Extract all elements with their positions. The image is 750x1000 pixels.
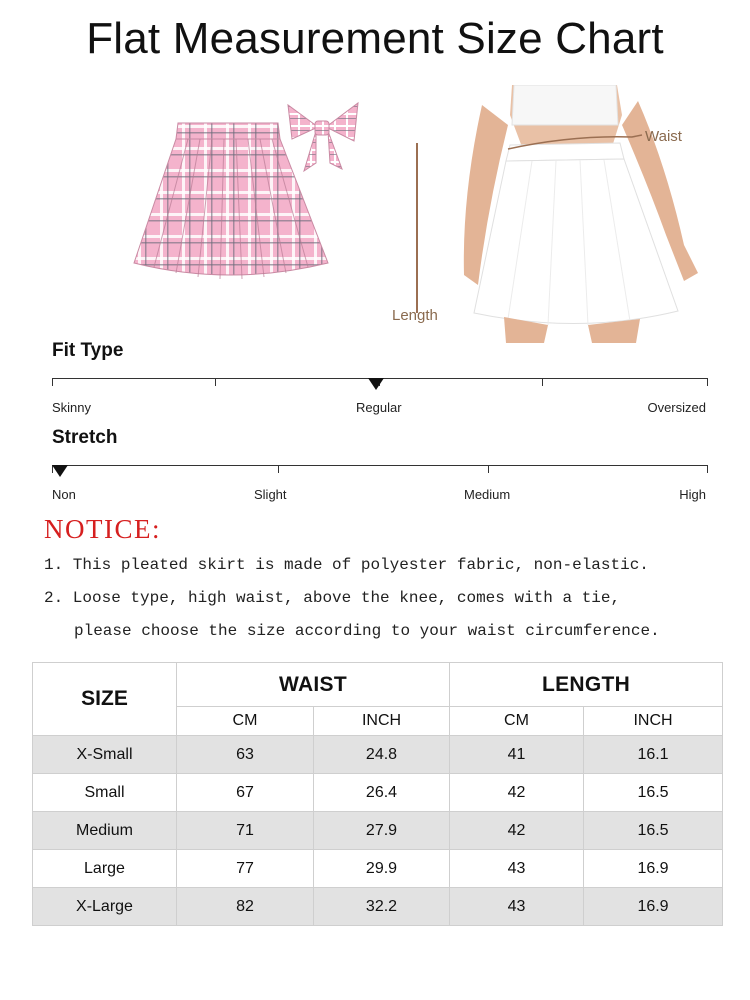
length-cm-cell: 42 xyxy=(450,774,584,812)
fit-type-title: Fit Type xyxy=(52,340,124,361)
length-inch-header: INCH xyxy=(584,707,723,736)
fit-type-tick xyxy=(707,378,708,386)
table-row xyxy=(33,850,723,888)
waist-inch-cell: 27.9 xyxy=(314,812,450,850)
length-cm-header: CM xyxy=(450,707,584,736)
stretch-label-non: Non xyxy=(52,487,76,502)
waist-inch-header: INCH xyxy=(314,707,450,736)
length-inch-cell: 16.5 xyxy=(584,774,723,812)
length-cm-cell: 43 xyxy=(450,888,584,926)
fit-type-tick xyxy=(215,378,216,386)
length-inch-cell: 16.5 xyxy=(584,812,723,850)
stretch-label-high: High xyxy=(679,487,706,502)
page-title: Flat Measurement Size Chart xyxy=(86,14,664,63)
waist-inch-cell: 24.8 xyxy=(314,736,450,774)
size-cell: Large xyxy=(33,850,177,888)
length-inch-cell: 16.9 xyxy=(584,888,723,926)
notice-item-2: 2. Loose type, high waist, above the knee, comes with a tie, xyxy=(44,589,621,607)
waist-cm-cell: 71 xyxy=(177,812,314,850)
waist-cm-cell: 82 xyxy=(177,888,314,926)
waist-header: WAIST xyxy=(177,663,450,707)
length-inch-cell: 16.1 xyxy=(584,736,723,774)
size-cell: X-Small xyxy=(33,736,177,774)
table-row xyxy=(33,774,723,812)
stretch-tick xyxy=(488,465,489,473)
size-table xyxy=(32,662,723,926)
length-cm-cell: 42 xyxy=(450,812,584,850)
fit-type-label-oversized: Oversized xyxy=(647,400,706,415)
waist-inch-cell: 29.9 xyxy=(314,850,450,888)
size-cell: Small xyxy=(33,774,177,812)
waist-cm-header: CM xyxy=(177,707,314,736)
table-row xyxy=(33,888,723,926)
length-measure-line xyxy=(416,143,418,313)
stretch-label-slight: Slight xyxy=(254,487,287,502)
fit-type-tick xyxy=(542,378,543,386)
size-cell: X-Large xyxy=(33,888,177,926)
product-images xyxy=(0,85,750,345)
waist-cm-cell: 67 xyxy=(177,774,314,812)
stretch-title: Stretch xyxy=(52,427,118,448)
waist-label: Waist xyxy=(645,128,682,145)
fit-type-marker-icon xyxy=(368,378,384,390)
waist-cm-cell: 63 xyxy=(177,736,314,774)
stretch-marker-icon xyxy=(52,465,68,477)
table-row xyxy=(33,736,723,774)
stretch-scale-line xyxy=(52,465,708,466)
stretch-tick xyxy=(278,465,279,473)
plaid-bow-tie-image xyxy=(282,97,362,177)
length-cm-cell: 43 xyxy=(450,850,584,888)
waist-inch-cell: 32.2 xyxy=(314,888,450,926)
waist-cm-cell: 77 xyxy=(177,850,314,888)
size-header: SIZE xyxy=(33,663,177,736)
length-header: LENGTH xyxy=(450,663,723,707)
stretch-label-medium: Medium xyxy=(464,487,511,502)
notice-item-2-continued: please choose the size according to your waist circumference. xyxy=(74,622,660,640)
stretch-tick xyxy=(707,465,708,473)
model-white-skirt-image xyxy=(452,85,722,343)
length-label: Length xyxy=(392,307,438,324)
fit-type-label-regular: Regular xyxy=(356,400,402,415)
length-cm-cell: 41 xyxy=(450,736,584,774)
fit-type-tick xyxy=(52,378,53,386)
notice-item-1: 1. This pleated skirt is made of polyester fabric, non-elastic. xyxy=(44,556,649,574)
size-cell: Medium xyxy=(33,812,177,850)
table-row xyxy=(33,812,723,850)
notice-title: NOTICE: xyxy=(44,514,161,544)
waist-inch-cell: 26.4 xyxy=(314,774,450,812)
fit-type-label-skinny: Skinny xyxy=(52,400,92,415)
length-inch-cell: 16.9 xyxy=(584,850,723,888)
